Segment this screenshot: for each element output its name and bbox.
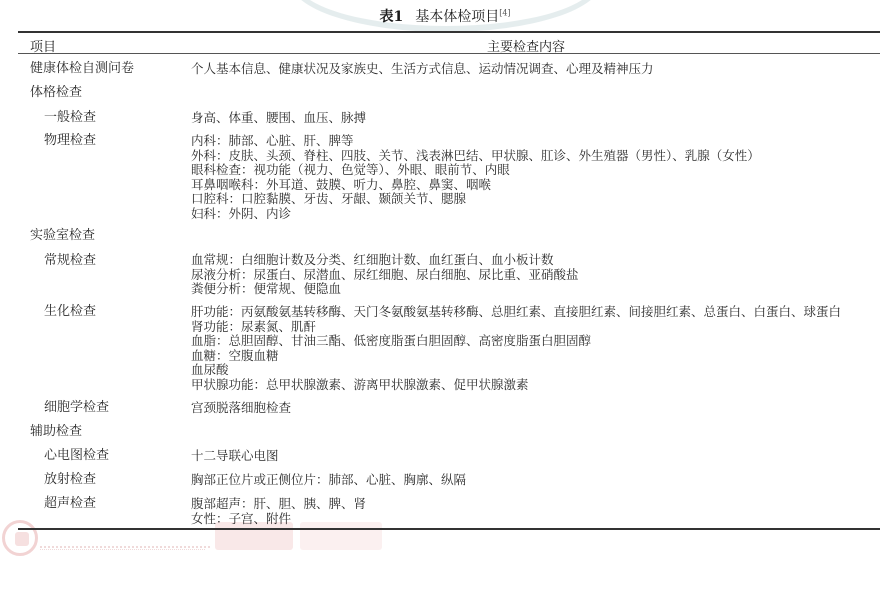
content-line: 血糖：空腹血糖 — [191, 347, 279, 363]
row-section-label: 辅助检查 — [30, 424, 83, 439]
row-content — [191, 62, 879, 77]
row-content — [191, 111, 879, 126]
row-content — [191, 253, 879, 297]
row-item-label: 超声检查 — [44, 496, 97, 511]
content-line: 宫颈脱落细胞检查 — [191, 401, 292, 415]
row-content — [191, 449, 879, 464]
header-rule — [18, 53, 880, 54]
content-line: 腹部超声：肝、胆、胰、脾、肾 — [191, 497, 367, 511]
table-top-rule — [18, 31, 880, 33]
content-line: 血脂：总胆固醇、甘油三酯、低密度脂蛋白胆固醇、高密度脂蛋白胆固醇 — [191, 333, 592, 349]
row-item-label: 细胞学检查 — [44, 400, 110, 415]
content-line: 血常规：白细胞计数及分类、红细胞计数、血红蛋白、血小板计数 — [191, 253, 554, 267]
row-item-label: 放射检查 — [44, 472, 97, 487]
citation-ref: [4] — [499, 8, 511, 18]
content-line: 肝功能：丙氨酸氨基转移酶、天门冬氨酸氨基转移酶、总胆红素、直接胆红素、间接胆红素、总蛋白、白蛋白、球蛋白 — [191, 305, 842, 319]
publisher-subtitle-mark — [40, 549, 205, 556]
row-item-label: 物理检查 — [44, 133, 97, 148]
journal-logo-mark-2 — [300, 522, 382, 550]
seal-icon — [2, 520, 38, 556]
column-header-item: 项目 — [30, 40, 57, 55]
row-content — [191, 401, 879, 416]
row-content — [191, 497, 879, 526]
content-line: 外科：皮肤、头颈、脊柱、四肢、关节、浅表淋巴结、甲状腺、肛诊、外生殖器（男性）、乳腺（女性） — [191, 147, 760, 163]
table-caption — [0, 6, 890, 26]
table-bottom-rule — [18, 528, 880, 530]
row-content — [191, 134, 879, 222]
content-line: 口腔科：口腔黏膜、牙齿、牙龈、颞颌关节、腮腺 — [191, 191, 467, 207]
table-number: 表1 — [379, 9, 404, 25]
content-line: 身高、体重、腰围、血压、脉搏 — [191, 111, 367, 125]
row-content — [191, 473, 879, 488]
content-line: 女性：子宫、附件 — [191, 510, 292, 526]
row-item-label: 健康体检自测问卷 — [30, 61, 135, 76]
row-item-label: 心电图检查 — [44, 448, 110, 463]
row-item-label: 一般检查 — [44, 110, 97, 125]
row-content — [191, 305, 879, 393]
table-title: 基本体检项目 — [415, 9, 500, 25]
content-line: 内科：肺部、心脏、肝、脾等 — [191, 134, 354, 148]
content-line: 眼科检查：视功能（视力、色觉等）、外眼、眼前节、内眼 — [191, 162, 510, 178]
row-section-label: 体格检查 — [30, 85, 83, 100]
content-line: 甲状腺功能：总甲状腺激素、游离甲状腺激素、促甲状腺激素 — [191, 376, 529, 392]
row-item-label: 常规检查 — [44, 253, 97, 268]
content-line: 尿液分析：尿蛋白、尿潜血、尿红细胞、尿白细胞、尿比重、亚硝酸盐 — [191, 266, 579, 282]
row-section-label: 实验室检查 — [30, 228, 96, 243]
content-line: 血尿酸 — [191, 362, 229, 378]
content-line: 肾功能：尿素氮、肌酐 — [191, 318, 317, 334]
content-line: 耳鼻咽喉科：外耳道、鼓膜、听力、鼻腔、鼻窦、咽喉 — [191, 176, 492, 192]
content-line: 粪便分析：便常规、便隐血 — [191, 281, 342, 297]
row-item-label: 生化检查 — [44, 304, 97, 319]
content-line: 胸部正位片或正侧位片：肺部、心脏、胸廓、纵隔 — [191, 473, 467, 487]
content-line: 十二导联心电图 — [191, 449, 279, 463]
journal-logo-mark — [215, 522, 293, 550]
content-line: 个人基本信息、健康状况及家族史、生活方式信息、运动情况调查、心理及精神压力 — [191, 62, 654, 76]
column-header-content: 主要检查内容 — [487, 40, 566, 55]
publisher-script-mark — [40, 520, 210, 548]
content-line: 妇科：外阴、内诊 — [191, 205, 292, 221]
